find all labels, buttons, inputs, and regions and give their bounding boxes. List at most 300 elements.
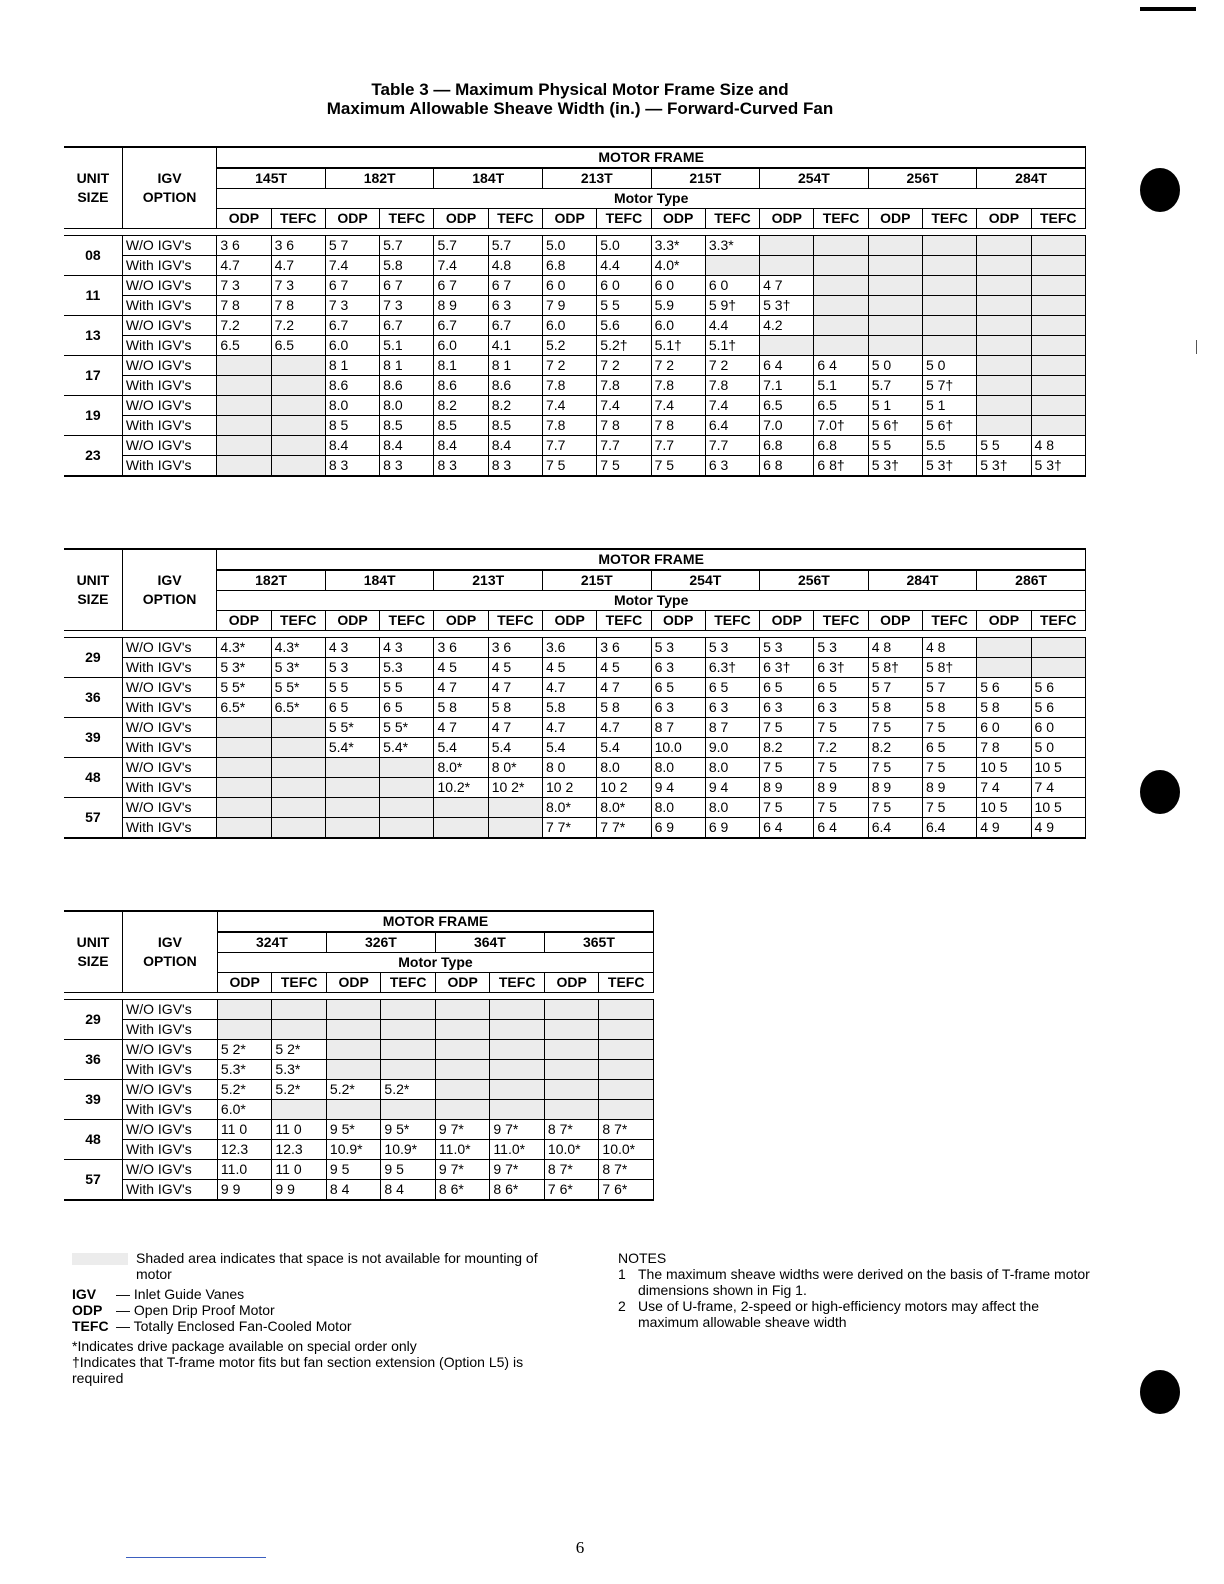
table-cell: 5 3† xyxy=(760,296,814,316)
table-row xyxy=(64,1080,654,1100)
table-cell: 8 5 xyxy=(325,416,379,436)
shaded-cell xyxy=(977,396,1031,416)
table-cell: 5 0 xyxy=(1031,738,1085,758)
table-cell: 5.4 xyxy=(434,738,488,758)
table-cell: 8.0 xyxy=(651,798,705,818)
shaded-cell xyxy=(1031,316,1085,336)
shaded-cell xyxy=(272,1000,327,1020)
table-cell: 8.2 xyxy=(488,396,542,416)
unit-size-cell: 57 xyxy=(64,1160,123,1201)
shaded-cell xyxy=(217,456,271,477)
table-cell: 9.0 xyxy=(705,738,759,758)
table-cell: 7.0† xyxy=(814,416,868,436)
igv-option-header xyxy=(123,911,218,993)
frame-header: 284T xyxy=(868,570,977,591)
table-cell: 8 6* xyxy=(490,1180,545,1201)
table-cell: 5.1† xyxy=(651,336,705,356)
motor-type-header: Motor Type xyxy=(217,591,1086,611)
shaded-cell xyxy=(326,1020,381,1040)
table-cell: 7 5 xyxy=(922,718,976,738)
shaded-cell xyxy=(814,256,868,276)
table-cell: 5.6 xyxy=(597,316,651,336)
shaded-cell xyxy=(922,276,976,296)
shaded-cell xyxy=(544,1080,599,1100)
igv-option-cell: With IGV's xyxy=(122,818,217,839)
igv-option-cell: With IGV's xyxy=(123,1100,218,1120)
table-cell: 10 2 xyxy=(597,778,651,798)
table-cell: 5.8 xyxy=(380,256,434,276)
shaded-cell xyxy=(435,1100,490,1120)
table-cell: 6 3 xyxy=(651,698,705,718)
igv-option-cell: With IGV's xyxy=(123,1060,218,1080)
table-cell: 6 4 xyxy=(814,356,868,376)
table-cell: 5 5 xyxy=(868,436,922,456)
unit-size-cell: 29 xyxy=(64,1000,123,1040)
table-cell: 7.8 xyxy=(543,376,597,396)
table-cell: 7 8 xyxy=(977,738,1031,758)
table-cell: 6.4 xyxy=(705,416,759,436)
table-cell: 6 3† xyxy=(760,658,814,678)
table-cell: 12.3 xyxy=(217,1140,272,1160)
shaded-cell xyxy=(977,336,1031,356)
table-cell: 4 5 xyxy=(434,658,488,678)
shaded-cell xyxy=(217,396,271,416)
frame-header: 364T xyxy=(435,932,544,953)
table-cell: 7 8 xyxy=(271,296,325,316)
table-cell: 8.2 xyxy=(434,396,488,416)
igv-option-cell: W/O IGV's xyxy=(122,638,217,658)
shaded-cell xyxy=(217,416,271,436)
frame-header: 256T xyxy=(760,570,869,591)
title-line-2: Maximum Allowable Sheave Width (in.) — Forward-Curved Fan xyxy=(326,99,834,118)
table-cell: 6 3 xyxy=(705,698,759,718)
igv-option-cell: With IGV's xyxy=(122,698,217,718)
unit-label: UNIT xyxy=(76,170,110,186)
odp-header: ODP xyxy=(325,611,379,631)
odp-header: ODP xyxy=(651,209,705,229)
igv-option-cell: With IGV's xyxy=(122,738,217,758)
option-label: OPTION xyxy=(142,189,197,205)
table-cell: 7 5 xyxy=(814,758,868,778)
shaded-cell xyxy=(217,778,271,798)
shaded-cell xyxy=(1031,396,1085,416)
shaded-cell xyxy=(977,416,1031,436)
table-cell: 6 7 xyxy=(434,276,488,296)
table-cell: 6 0 xyxy=(1031,718,1085,738)
table-cell: 10 5 xyxy=(1031,758,1085,778)
table-cell: 6 5 xyxy=(380,698,434,718)
table-cell: 7 5 xyxy=(760,758,814,778)
shaded-cell xyxy=(272,1020,327,1040)
table-cell: 8.4 xyxy=(380,436,434,456)
shaded-cell xyxy=(1031,236,1085,256)
table-cell: 3.3* xyxy=(705,236,759,256)
table-cell: 4 8 xyxy=(868,638,922,658)
table-cell: 4.8 xyxy=(488,256,542,276)
table-cell: 10.0* xyxy=(599,1140,654,1160)
table-cell: 11 0 xyxy=(272,1120,327,1140)
table-cell: 3.6 xyxy=(543,638,597,658)
table-cell: 8.0* xyxy=(597,798,651,818)
size-label: SIZE xyxy=(77,953,109,969)
table-cell: 7 5 xyxy=(543,456,597,477)
tefc-header: TEFC xyxy=(705,209,759,229)
table-cell: 7 5 xyxy=(651,456,705,477)
table-cell: 4 7 xyxy=(434,678,488,698)
table-row xyxy=(64,1060,654,1080)
tefc-header: TEFC xyxy=(272,973,327,993)
igv-option-cell: With IGV's xyxy=(122,658,217,678)
table-cell: 7.7 xyxy=(597,436,651,456)
legend xyxy=(72,1250,572,1386)
shaded-cell xyxy=(217,718,271,738)
shaded-cell xyxy=(326,1000,381,1020)
table-cell: 8.6 xyxy=(380,376,434,396)
table-cell: 5 1 xyxy=(868,396,922,416)
table-cell: 8.4 xyxy=(488,436,542,456)
table-cell: 10.2* xyxy=(434,778,488,798)
shaded-cell xyxy=(271,758,325,778)
table-cell: 4 7 xyxy=(488,718,542,738)
table-cell: 8 3 xyxy=(325,456,379,477)
table-cell: 5 3 xyxy=(325,658,379,678)
igv-option-cell: With IGV's xyxy=(123,1140,218,1160)
table-row xyxy=(64,1180,654,1201)
igv-option-cell: With IGV's xyxy=(122,256,217,276)
shaded-cell xyxy=(760,256,814,276)
shaded-cell xyxy=(488,818,542,839)
table-cell: 5.7 xyxy=(434,236,488,256)
table-cell: 5 5* xyxy=(325,718,379,738)
shaded-cell xyxy=(488,798,542,818)
note-1-text: The maximum sheave widths were derived on the basis of T-frame motor dimensions shown in Fig 1. xyxy=(638,1266,1090,1298)
table-cell: 5 3 xyxy=(705,638,759,658)
table-cell: 4 7 xyxy=(760,276,814,296)
legend-shaded-text: Shaded area indicates that space is not available for mounting of motor xyxy=(136,1250,538,1282)
note-2-number: 2 xyxy=(618,1298,626,1314)
table-cell: 6 3 xyxy=(760,698,814,718)
odp-header: ODP xyxy=(435,973,490,993)
table-cell: 7 2 xyxy=(543,356,597,376)
table-cell: 7.4 xyxy=(597,396,651,416)
table-cell: 3 6 xyxy=(597,638,651,658)
note-1 xyxy=(618,1266,1098,1298)
table-cell: 7 4 xyxy=(1031,778,1085,798)
table-cell: 5 7 xyxy=(325,236,379,256)
shaded-cell xyxy=(977,256,1031,276)
table-cell: 7 2 xyxy=(597,356,651,376)
title-line-1: Table 3 — Maximum Physical Motor Frame Size and xyxy=(371,80,789,99)
table-frames-324t-365t xyxy=(64,910,654,1201)
table-cell: 6 9 xyxy=(705,818,759,839)
table-cell: 4.3* xyxy=(271,638,325,658)
table-cell: 10 5 xyxy=(977,758,1031,778)
table-cell: 8.0 xyxy=(705,758,759,778)
table-cell: 5 6† xyxy=(922,416,976,436)
table-cell: 5.7 xyxy=(488,236,542,256)
table-cell: 4 5 xyxy=(543,658,597,678)
frame-header: 254T xyxy=(651,570,760,591)
shaded-cell xyxy=(271,718,325,738)
table-cell: 7 5 xyxy=(868,798,922,818)
table-row xyxy=(64,658,1086,678)
shaded-cell xyxy=(271,456,325,477)
frame-header: 182T xyxy=(325,168,434,189)
page-number: 6 xyxy=(575,1538,585,1557)
legend-tefc xyxy=(72,1318,572,1334)
shaded-cell xyxy=(490,1100,545,1120)
igv-option-cell: W/O IGV's xyxy=(123,1040,218,1060)
shaded-cell xyxy=(705,256,759,276)
table-cell: 6 3 xyxy=(488,296,542,316)
shaded-cell xyxy=(271,818,325,839)
table-cell: 8 7* xyxy=(599,1120,654,1140)
header-gap xyxy=(64,229,1086,236)
table-cell: 5.4 xyxy=(543,738,597,758)
table-cell: 5 8 xyxy=(434,698,488,718)
unit-label: UNIT xyxy=(76,934,110,950)
frame-header: 326T xyxy=(326,932,435,953)
table-cell: 8 1 xyxy=(380,356,434,376)
binder-hole xyxy=(1140,168,1180,212)
table-cell: 6 9 xyxy=(651,818,705,839)
tefc-header: TEFC xyxy=(705,611,759,631)
shaded-cell xyxy=(922,316,976,336)
shaded-cell xyxy=(1031,296,1085,316)
table-cell: 10 2* xyxy=(488,778,542,798)
top-edge-mark xyxy=(1140,7,1196,11)
unit-size-cell: 48 xyxy=(64,1120,123,1160)
table-cell: 5.1 xyxy=(380,336,434,356)
shaded-cell xyxy=(760,236,814,256)
shaded-cell xyxy=(922,256,976,276)
table-cell: 7 6* xyxy=(599,1180,654,1201)
shaded-cell xyxy=(217,376,271,396)
table-cell: 6.5 xyxy=(760,396,814,416)
legend-igv-abbr: IGV xyxy=(72,1286,97,1302)
table-cell: 4.7 xyxy=(271,256,325,276)
igv-option-cell: With IGV's xyxy=(122,416,217,436)
table-cell: 7 8 xyxy=(217,296,271,316)
shaded-cell xyxy=(381,1040,436,1060)
table-cell: 8 9 xyxy=(760,778,814,798)
table-row xyxy=(64,718,1086,738)
tefc-header: TEFC xyxy=(1031,209,1085,229)
table-cell: 7 4 xyxy=(977,778,1031,798)
motor-frame-header: MOTOR FRAME xyxy=(217,911,653,932)
shaded-cell xyxy=(977,376,1031,396)
table-cell: 8 9 xyxy=(922,778,976,798)
table-cell: 5 3* xyxy=(271,658,325,678)
legend-tefc-abbr: TEFC xyxy=(72,1318,109,1334)
table-cell: 7 5 xyxy=(814,718,868,738)
table-cell: 6 4 xyxy=(814,818,868,839)
igv-option-cell: With IGV's xyxy=(122,336,217,356)
legend-tefc-def: — Totally Enclosed Fan-Cooled Motor xyxy=(116,1318,352,1334)
table-cell: 5.3* xyxy=(272,1060,327,1080)
table-cell: 5.7 xyxy=(868,376,922,396)
table-cell: 5 7† xyxy=(922,376,976,396)
table-cell: 6.0 xyxy=(325,336,379,356)
shaded-cell xyxy=(272,1100,327,1120)
table-cell: 5.4* xyxy=(380,738,434,758)
table-cell: 4 5 xyxy=(488,658,542,678)
table-cell: 8.6 xyxy=(325,376,379,396)
unit-size-cell: 29 xyxy=(64,638,122,678)
shaded-cell xyxy=(814,316,868,336)
header-gap xyxy=(64,993,654,1000)
shaded-swatch xyxy=(72,1253,128,1265)
unit-size-cell: 23 xyxy=(64,436,122,477)
tefc-header: TEFC xyxy=(922,209,976,229)
table-row xyxy=(64,1160,654,1180)
table-cell: 8.0 xyxy=(651,758,705,778)
table-cell: 5 3† xyxy=(922,456,976,477)
tefc-header: TEFC xyxy=(488,611,542,631)
table-row xyxy=(64,276,1086,296)
table-cell: 5.0 xyxy=(597,236,651,256)
odp-header: ODP xyxy=(217,209,271,229)
shaded-cell xyxy=(1031,658,1085,678)
igv-option-cell: W/O IGV's xyxy=(123,1160,218,1180)
table-cell: 6 3 xyxy=(705,456,759,477)
table-cell: 5.4 xyxy=(597,738,651,758)
table-cell: 7 6* xyxy=(544,1180,599,1201)
table-cell: 8.6 xyxy=(434,376,488,396)
table-cell: 9 5* xyxy=(381,1120,436,1140)
shaded-cell xyxy=(381,1100,436,1120)
table-cell: 7 7* xyxy=(543,818,597,839)
binder-hole xyxy=(1140,770,1180,814)
unit-size-cell: 17 xyxy=(64,356,122,396)
binder-hole xyxy=(1140,1370,1180,1414)
shaded-cell xyxy=(599,1040,654,1060)
table-row xyxy=(64,1000,654,1020)
unit-size-cell: 13 xyxy=(64,316,122,356)
shaded-cell xyxy=(1031,356,1085,376)
table-cell: 4 8 xyxy=(922,638,976,658)
shaded-cell xyxy=(271,356,325,376)
table-cell: 5 2* xyxy=(272,1040,327,1060)
unit-size-header xyxy=(64,147,122,229)
igv-option-cell: W/O IGV's xyxy=(123,1120,218,1140)
igv-label: IGV xyxy=(157,572,182,588)
table-cell: 8.5 xyxy=(434,416,488,436)
table-cell: 6 8 xyxy=(760,456,814,477)
table-cell: 10.9* xyxy=(381,1140,436,1160)
table-cell: 5.3 xyxy=(380,658,434,678)
odp-header: ODP xyxy=(543,209,597,229)
shaded-cell xyxy=(434,798,488,818)
table-cell: 8.0* xyxy=(434,758,488,778)
table-cell: 5 3† xyxy=(868,456,922,477)
table-frames-182t-286t xyxy=(64,548,1086,839)
table-cell: 7.2 xyxy=(271,316,325,336)
table-cell: 5.1† xyxy=(705,336,759,356)
tefc-header: TEFC xyxy=(599,973,654,993)
table-row xyxy=(64,336,1086,356)
tefc-header: TEFC xyxy=(1031,611,1085,631)
table-cell: 11.0 xyxy=(217,1160,272,1180)
table-cell: 5 8 xyxy=(922,698,976,718)
table-cell: 4 9 xyxy=(1031,818,1085,839)
motor-type-header: Motor Type xyxy=(217,953,653,973)
igv-option-cell: W/O IGV's xyxy=(123,1000,218,1020)
table-cell: 7.8 xyxy=(597,376,651,396)
note-2-text: Use of U-frame, 2-speed or high-efficiency motors may affect the maximum allowable sheave width xyxy=(638,1298,1039,1330)
shaded-cell xyxy=(217,758,271,778)
shaded-cell xyxy=(217,738,271,758)
table-cell: 6 7 xyxy=(380,276,434,296)
table-cell: 7.8 xyxy=(705,376,759,396)
table-cell: 5 8 xyxy=(977,698,1031,718)
frame-header: 215T xyxy=(651,168,760,189)
table-cell: 7 3 xyxy=(217,276,271,296)
table-cell: 9 9 xyxy=(272,1180,327,1201)
shaded-cell xyxy=(271,376,325,396)
shaded-cell xyxy=(977,638,1031,658)
table-cell: 7.1 xyxy=(760,376,814,396)
shaded-cell xyxy=(1031,256,1085,276)
shaded-cell xyxy=(1031,336,1085,356)
table-cell: 8 0 xyxy=(543,758,597,778)
table-cell: 4.7 xyxy=(217,256,271,276)
table-cell: 7 5 xyxy=(868,718,922,738)
shaded-cell xyxy=(1031,276,1085,296)
table-cell: 9 7* xyxy=(490,1120,545,1140)
odp-header: ODP xyxy=(434,611,488,631)
table-cell: 5 3† xyxy=(1031,456,1085,477)
shaded-cell xyxy=(490,1020,545,1040)
table-cell: 8.5 xyxy=(488,416,542,436)
shaded-cell xyxy=(868,276,922,296)
table-cell: 9 7* xyxy=(435,1120,490,1140)
table-cell: 8.2 xyxy=(868,738,922,758)
odp-header: ODP xyxy=(868,611,922,631)
igv-option-cell: With IGV's xyxy=(123,1020,218,1040)
table-cell: 4.7 xyxy=(543,678,597,698)
table-cell: 7.7 xyxy=(705,436,759,456)
tefc-header: TEFC xyxy=(271,611,325,631)
table-cell: 7 3 xyxy=(325,296,379,316)
table-cell: 9 5 xyxy=(381,1160,436,1180)
shaded-cell xyxy=(217,356,271,376)
table-cell: 6.5 xyxy=(271,336,325,356)
footer-rule xyxy=(126,1557,266,1558)
table-cell: 5 8† xyxy=(868,658,922,678)
igv-label: IGV xyxy=(157,934,183,950)
legend-odp-def: — Open Drip Proof Motor xyxy=(116,1302,275,1318)
table-cell: 3.3* xyxy=(651,236,705,256)
table-cell: 7 8 xyxy=(597,416,651,436)
notes xyxy=(618,1250,1098,1330)
table-cell: 5 7 xyxy=(922,678,976,698)
table-cell: 8 7 xyxy=(705,718,759,738)
table-cell: 3 6 xyxy=(434,638,488,658)
frame-header: 213T xyxy=(543,168,652,189)
table-cell: 6 5 xyxy=(922,738,976,758)
table-cell: 6 4 xyxy=(760,818,814,839)
table-cell: 11 0 xyxy=(272,1160,327,1180)
frame-header: 213T xyxy=(434,570,543,591)
igv-option-cell: W/O IGV's xyxy=(122,436,217,456)
table-cell: 5 0 xyxy=(868,356,922,376)
shaded-cell xyxy=(325,798,379,818)
unit-size-cell: 57 xyxy=(64,798,122,839)
shaded-cell xyxy=(544,1040,599,1060)
table-cell: 7 5 xyxy=(760,718,814,738)
table-cell: 5.5 xyxy=(922,436,976,456)
